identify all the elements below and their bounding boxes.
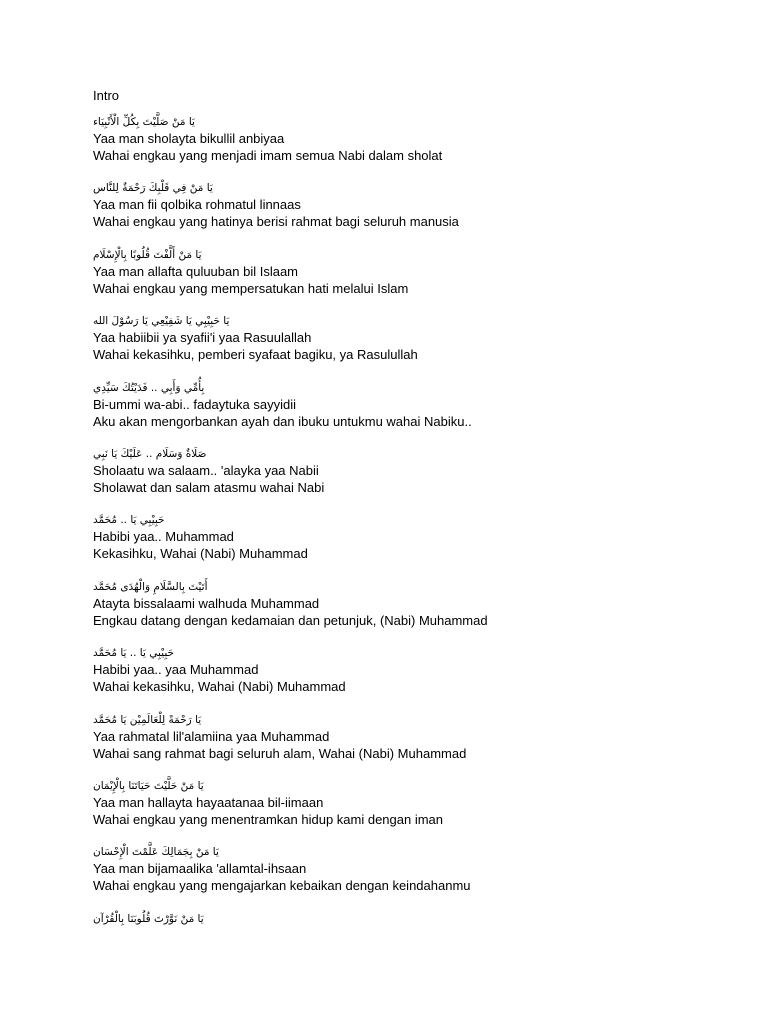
arabic-line: يَا مَنْ صَلَّيْتَ بِكُلِّ الْأَنْبِيَاء (93, 116, 195, 128)
translation-line: Wahai engkau yang mempersatukan hati melalui Islam (93, 280, 409, 296)
arabic-line: يَا مَنْ نَوَّرْتَ قُلُوبَنَا بِالْقُرْآن (93, 912, 204, 925)
transliteration-line: Yaa man hallayta hayaatanaa bil-iimaan (93, 794, 324, 810)
translation-line: Wahai sang rahmat bagi seluruh alam, Wahai (Nabi) Muhammad (93, 745, 467, 761)
transliteration-line: Yaa man fii qolbika rohmatul linnaas (93, 197, 301, 213)
verse-5 (93, 380, 733, 446)
translation-line: Aku akan mengorbankan ayah dan ibuku untukmu wahai Nabiku.. (93, 413, 472, 429)
verse-13 (93, 911, 733, 977)
translation-line: Wahai kekasihku, pemberi syafaat bagiku, ya Rasulullah (93, 347, 418, 363)
arabic-line: يَا مَنْ أَلَّفْتَ قُلُوبًا بِالْإِسْلَام (93, 248, 202, 261)
transliteration-line: Habibi yaa.. Muhammad (93, 529, 234, 545)
verse-1 (93, 114, 733, 180)
section-heading: Intro (93, 88, 120, 103)
arabic-line: يَا رَحْمَةً لِلْعَالَمِيْن يَا مُحَمَّد (93, 713, 202, 726)
translation-line: Wahai engkau yang menjadi imam semua Nabi dalam sholat (93, 148, 443, 163)
transliteration-line: Yaa man bijamaalika 'allamtal-ihsaan (93, 861, 307, 877)
verse-9 (93, 645, 733, 711)
translation-line: Wahai engkau yang menentramkan hidup kami dengan iman (93, 811, 444, 827)
arabic-line: يَا مَنْ حَلَّيْتَ حَيَاتَنَا بِالْإِيْمَان (93, 779, 204, 792)
translation-line: Wahai engkau yang hatinya berisi rahmat bagi seluruh manusia (93, 214, 459, 230)
transliteration-line: Yaa rahmatal lil'alamiina yaa Muhammad (93, 728, 330, 744)
arabic-line: يَا مَنْ بِجَمَالِكَ عَلَّمْتَ الْإِحْسَان (93, 846, 219, 859)
verse-7 (93, 512, 733, 578)
arabic-line: حَبِيْبِي يَا .. مُحَمَّد (93, 514, 165, 527)
transliteration-line: Yaa man sholayta bikullil anbiyaa (93, 131, 285, 146)
arabic-line: يَا حَبِيْبِي يَا شَفِيْعِي يَا رَسُوْلَ الله (93, 315, 230, 328)
translation-line: Wahai kekasihku, Wahai (Nabi) Muhammad (93, 679, 346, 695)
verse-10 (93, 712, 733, 778)
translation-line: Engkau datang dengan kedamaian dan petunjuk, (Nabi) Muhammad (93, 612, 488, 628)
verse-12 (93, 844, 733, 910)
transliteration-line: Atayta bissalaami walhuda Muhammad (93, 595, 320, 611)
arabic-line: يَا مَنْ فِي قَلْبِكَ رَحْمَةٌ لِلنَّاس (93, 182, 213, 195)
arabic-line: بِأُمِّي وَأَبِي .. فَدَيْتُكَ سَيِّدِي (93, 381, 205, 394)
verse-2 (93, 180, 733, 246)
transliteration-line: Sholaatu wa salaam.. 'alayka yaa Nabii (93, 462, 319, 478)
arabic-line: صَلَاةٌ وَسَلَام .. عَلَيْكَ يَا نَبِي (93, 447, 207, 460)
verse-3 (93, 247, 733, 313)
verse-8 (93, 579, 733, 645)
verse-4 (93, 313, 733, 379)
transliteration-line: Habibi yaa.. yaa Muhammad (93, 662, 259, 678)
transliteration-line: Yaa habiibii ya syafii'i yaa Rasuulallah (93, 330, 312, 346)
arabic-line: أَتَيْتَ بِالسَّلَامِ وَالْهُدَى مُحَمَّد (93, 580, 208, 593)
translation-line: Wahai engkau yang mengajarkan kebaikan dengan keindahanmu (93, 878, 471, 894)
verse-6 (93, 446, 733, 512)
transliteration-line: Yaa man allafta quluuban bil Islaam (93, 263, 298, 279)
verse-11 (93, 778, 733, 844)
translation-line: Kekasihku, Wahai (Nabi) Muhammad (93, 546, 308, 562)
transliteration-line: Bi-ummi wa-abi.. fadaytuka sayyidii (93, 396, 297, 412)
arabic-line: حَبِيْبِي يَا .. يَا مُحَمَّد (93, 647, 175, 660)
lyrics-page (93, 88, 733, 977)
translation-line: Sholawat dan salam atasmu wahai Nabi (93, 479, 325, 495)
